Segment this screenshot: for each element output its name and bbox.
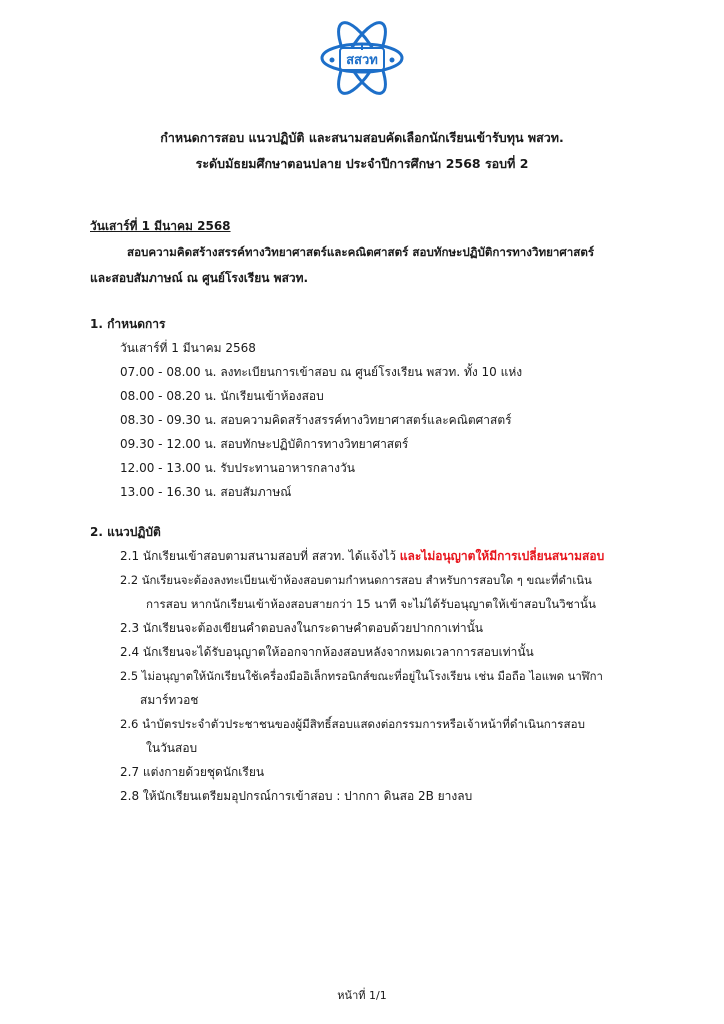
logo-text: สสวท [346,53,378,68]
guideline-item-2-1 [120,548,604,564]
ipst-logo [318,14,406,102]
guideline-item-2-6-cont: ในวันสอบ [146,741,198,755]
guideline-item-2-6: 2.6 นำบัตรประจำตัวประชาชนของผู้มีสิทธิ์สอบแสดงต่อกรรมการหรือเจ้าหน้าที่ดำเนินการสอบ [120,717,585,731]
guideline-item-2-3: 2.3 นักเรียนจะต้องเขียนคำตอบลงในกระดาษคำตอบด้วยปากกาเท่านั้น [120,621,484,635]
guideline-2-1-text: 2.1 นักเรียนเข้าสอบตามสนามสอบที่ สสวท. ได้แจ้งไว้ [120,549,400,563]
section1-heading: 1. กำหนดการ [90,317,166,331]
document-title-line2: ระดับมัธยมศึกษาตอนปลาย ประจำปีการศึกษา 2568 รอบที่ 2 [195,156,529,171]
guideline-2-1-emphasis: และไม่อนุญาตให้มีการเปลี่ยนสนามสอบ [399,549,605,563]
schedule-item: 13.00 - 16.30 น. สอบสัมภาษณ์ [120,485,292,499]
intro-line2: และสอบสัมภาษณ์ ณ ศูนย์โรงเรียน พสวท. [90,271,309,285]
schedule-item: 12.00 - 13.00 น. รับประทานอาหารกลางวัน [120,461,355,475]
guideline-item-2-8: 2.8 ให้นักเรียนเตรียมอุปกรณ์การเข้าสอบ : ปากกา ดินสอ 2B ยางลบ [120,789,473,803]
intro-line1: สอบความคิดสร้างสรรค์ทางวิทยาศาสตร์และคณิตศาสตร์ สอบทักษะปฏิบัติการทางวิทยาศาสตร์ [127,245,595,259]
date-heading: วันเสาร์ที่ 1 มีนาคม 2568 [90,219,231,233]
guideline-item-2-2-cont: การสอบ หากนักเรียนเข้าห้องสอบสายกว่า 15 นาที จะไม่ได้รับอนุญาตให้เข้าสอบในวิชานั้น [146,597,596,611]
section2-heading: 2. แนวปฏิบัติ [90,525,161,539]
schedule-date: วันเสาร์ที่ 1 มีนาคม 2568 [120,341,256,355]
guideline-item-2-4: 2.4 นักเรียนจะได้รับอนุญาตให้ออกจากห้องสอบหลังจากหมดเวลาการสอบเท่านั้น [120,645,534,659]
guideline-item-2-5: 2.5 ไม่อนุญาตให้นักเรียนใช้เครื่องมืออิเล็กทรอนิกส์ขณะที่อยู่ในโรงเรียน เช่น มือถือ ไอแพด นาฬิกา [120,669,603,683]
schedule-item: 08.30 - 09.30 น. สอบความคิดสร้างสรรค์ทางวิทยาศาสตร์และคณิตศาสตร์ [120,413,512,427]
schedule-item: 09.30 - 12.00 น. สอบทักษะปฏิบัติการทางวิทยาศาสตร์ [120,437,409,451]
page-number: หน้าที่ 1/1 [337,989,387,1002]
guideline-item-2-2: 2.2 นักเรียนจะต้องลงทะเบียนเข้าห้องสอบตามกำหนดการสอบ สำหรับการสอบใด ๆ ขณะที่ดำเนิน [120,573,592,587]
guideline-item-2-5-cont: สมาร์ทวอช [140,693,199,707]
schedule-item: 07.00 - 08.00 น. ลงทะเบียนการเข้าสอบ ณ ศูนย์โรงเรียน พสวท. ทั้ง 10 แห่ง [120,365,523,379]
schedule-item: 08.00 - 08.20 น. นักเรียนเข้าห้องสอบ [120,389,324,403]
document-title-line1: กำหนดการสอบ แนวปฏิบัติ และสนามสอบคัดเลือกนักเรียนเข้ารับทุน พสวท. [160,130,564,145]
guideline-item-2-7: 2.7 แต่งกายด้วยชุดนักเรียน [120,765,265,779]
